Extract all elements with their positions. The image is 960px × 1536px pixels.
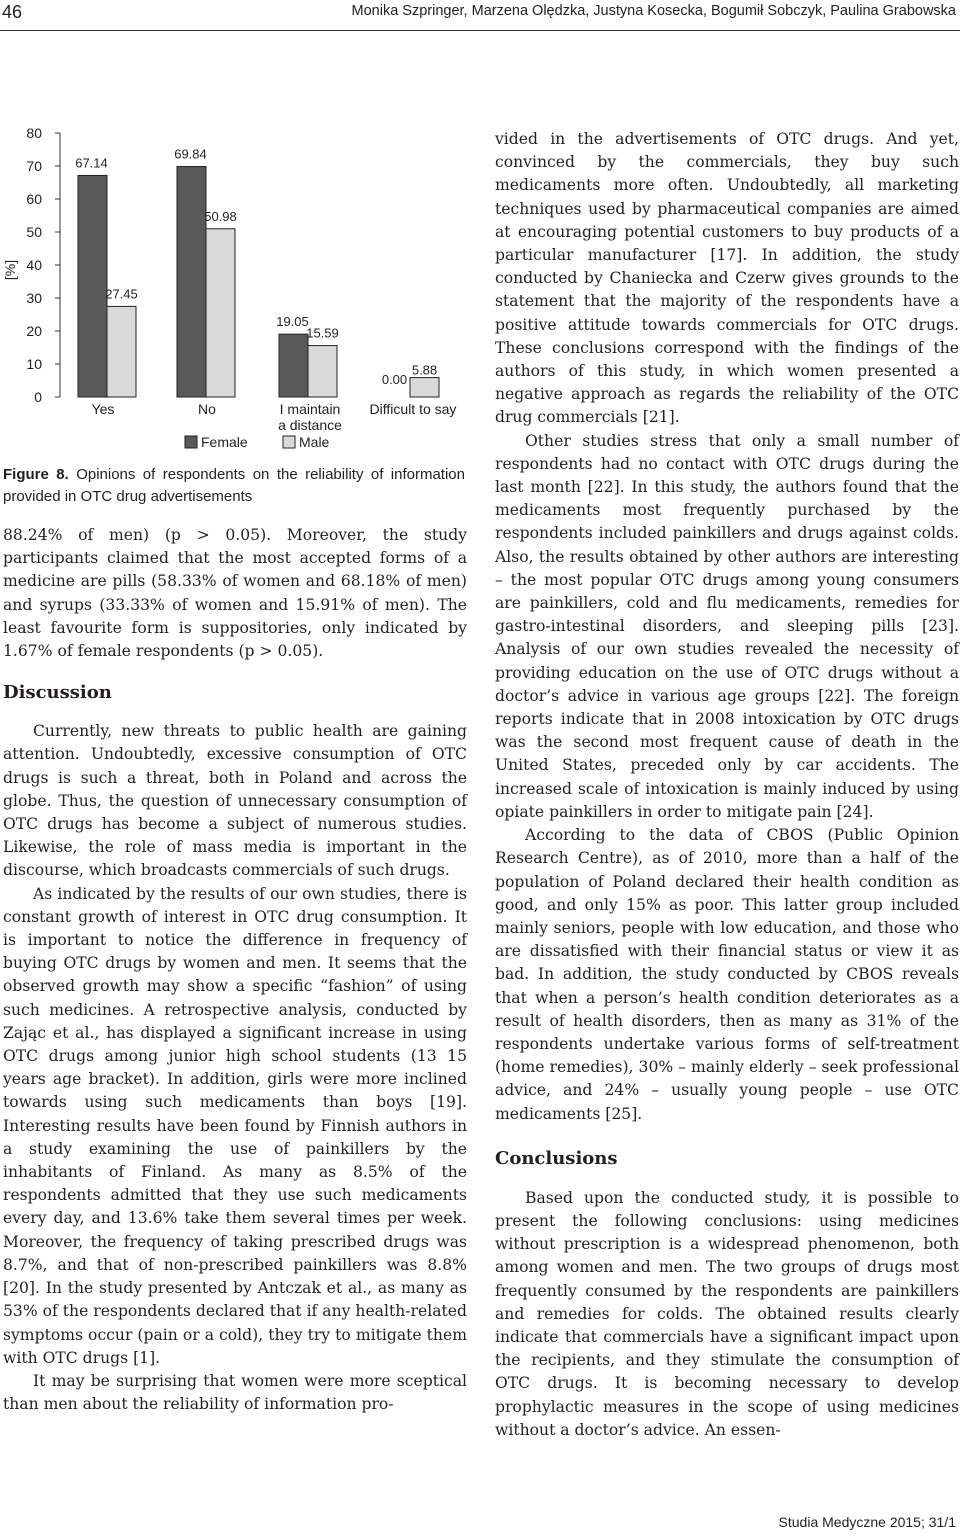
x-tick-label: No (198, 401, 216, 417)
left-paragraph-1: 88.24% of men) (p > 0.05). Moreover, the study participants claimed that the most accepted forms of a medicine are pills (58.33% of women and 68.18% of men) and syrups (33.33% of women and 15.91% of men). The least favourite form is suppositories, only indicated by 1.67% of female respondents (p > 0.05). (3, 526, 467, 661)
x-tick-label: I maintain (279, 401, 341, 417)
y-tick-label: 20 (26, 323, 42, 339)
right-column (495, 128, 959, 1442)
legend-label-male: Male (299, 434, 330, 450)
data-label-female-0: 67.14 (75, 155, 108, 171)
left-paragraph-2: Currently, new threats to public health are gaining attention. Undoubtedly, excessive consumption of OTC drugs is such a threat, both in Poland and across the globe. Thus, the question of unnecessary consumption of OTC drugs has become a subject of numerous studies. Likewise, the role of mass media is important in the discourse, which broadcasts commercials of such drugs. (3, 722, 467, 880)
x-tick-label: Difficult to say (369, 401, 457, 417)
y-tick-label: 70 (26, 158, 42, 174)
right-paragraph-1: vided in the advertisements of OTC drugs. And yet, convinced by the commercials, they buy such medicaments more often. Undoubtedly, all marketing techniques used by pharmaceutical companies are aimed at encouraging potential customers to buy products of a particular manufacturer [17]. In addition, the study conducted by Chaniecka and Czerw gives grounds to the statement that the majority of the respondents have a positive attitude towards commercials for OTC drugs. These conclusions correspond with the findings of the authors of this study, in which women presented a negative approach as regards the reliability of the OTC drug commercials [21]. (495, 130, 959, 427)
data-label-male-2: 15.59 (306, 325, 339, 341)
y-axis-label: [%] (2, 259, 18, 281)
data-label-female-2: 19.05 (276, 314, 309, 330)
page-number: 46 (2, 2, 23, 22)
running-header (0, 0, 960, 31)
bar-male-3 (410, 378, 439, 397)
bar-male-1 (206, 229, 235, 397)
y-tick-label: 40 (26, 257, 42, 273)
data-label-male-3: 5.88 (411, 362, 438, 378)
data-label-female-3: 0.00 (381, 372, 408, 387)
y-tick-label: 10 (26, 356, 42, 372)
chart-bars (75, 147, 439, 397)
x-tick-label: Yes (91, 401, 115, 417)
y-tick-label: 50 (26, 224, 42, 240)
y-tick-label: 60 (26, 191, 42, 207)
data-label-male-0: 27.45 (105, 286, 138, 302)
bar-male-2 (308, 346, 337, 397)
conclusions-heading: Conclusions (495, 1147, 618, 1169)
right-paragraph-2: Other studies stress that only a small number of respondents had no contact with OTC drugs during the last month [22]. In this study, the authors found that the medicaments most frequently purchased by the respondents included painkillers and drugs against colds. Also, the results obtained by other authors are interesting – the most popular OTC drugs among young consumers are painkillers, cold and flu medicaments, remedies for gastro-intestinal disorders, and sleeping pills [23]. Analysis of our own studies revealed the necessity of providing education on the use of OTC drugs without a doctor’s advice in various age groups [22]. The foreign reports indicate that in 2008 intoxication by OTC drugs was the second most frequent cause of death in the United States, preceded only by car accidents. The increased scale of intoxication is mainly induced by using opiate painkillers in order to mitigate pain [24]. (495, 431, 959, 821)
bar-chart (0, 120, 470, 460)
x-tick-label: a distance (278, 417, 342, 433)
legend-label-female: Female (201, 434, 248, 450)
legend-swatch-male (283, 436, 295, 448)
figure-label: Figure 8. (3, 466, 69, 483)
left-column (3, 524, 467, 1416)
data-label-male-1: 50.98 (204, 208, 237, 224)
left-paragraph-3: As indicated by the results of our own studies, there is constant growth of interest in OTC drug consumption. It is important to notice the difference in frequency of buying OTC drugs by women and men. It seems that the observed growth may show a specific “fashion” of using such medicines. A retrospective analysis, conducted by Zając et al., has displayed a significant increase in using OTC drugs among junior high school students (13 15 years age bracket). In addition, girls were more inclined towards using such medicaments than boys [19]. Interesting results have been found by Finnish authors in a study examining the use of painkillers by the inhabitants of Finland. As many as 8.5% of the respondents admitted that they use such medicaments every day, and 13.6% take them several times per week. Moreover, the frequency of taking prescribed drugs was 8.7%, and that of non-prescribed painkillers was 8.8% [20]. In the study presented by Antczak et al., as many as 53% of the respondents declared that if any health-related symptoms occur (pain or a cold), they try to mitigate them with OTC drugs [1]. (3, 884, 467, 1367)
right-paragraph-3: According to the data of CBOS (Public Opinion Research Centre), as of 2010, more than a half of the population of Poland declared their health condition as good, and only 15% as poor. This latter group included mainly seniors, people with low education, and those who are dissatisfied with their financial status or view it as bad. In addition, the study conducted by CBOS reveals that when a person’s health condition deteriorates as a result of health disorders, then as many as 31% of the respondents undertake various forms of self-treatment (home remedies), 30% – mainly elderly – seek professional advice, and 24% – usually young people – use OTC medicaments [25]. (495, 826, 959, 1123)
figure-caption (3, 464, 465, 508)
bar-female-2 (279, 334, 308, 397)
legend-swatch-female (185, 436, 197, 448)
bar-female-1 (177, 167, 206, 397)
y-tick-label: 80 (26, 125, 42, 141)
data-label-female-1: 69.84 (174, 146, 207, 162)
bar-male-0 (107, 306, 136, 397)
chart-legend (185, 434, 330, 450)
right-paragraph-4: Based upon the conducted study, it is possible to present the following conclusions: using medicines without prescription is a widespread phenomenon, both among women and men. The two groups of drugs most frequently consumed by the respondents are painkillers and remedies for colds. The obtained results clearly indicate that commercials have a significant impact upon the recipients, and they stimulate the consumption of OTC drugs. It is becoming necessary to develop prophylactic measures in the scope of using medicines without a doctor’s advice. An essen- (495, 1188, 959, 1439)
header-authors: Monika Szpringer, Marzena Olędzka, Justyna Kosecka, Bogumił Sobczyk, Paulina Grabowska (351, 3, 956, 19)
left-paragraph-4: It may be surprising that women were more sceptical than men about the reliability of information pro- (3, 1371, 467, 1414)
bar-female-0 (78, 175, 107, 397)
figure-caption-text: Opinions of respondents on the reliability of information provided in OTC drug advertisements (3, 466, 465, 505)
discussion-heading: Discussion (3, 682, 112, 704)
y-tick-label: 0 (34, 389, 42, 405)
journal-footer: Studia Medyczne 2015; 31/1 (778, 1514, 956, 1530)
y-tick-label: 30 (26, 290, 42, 306)
